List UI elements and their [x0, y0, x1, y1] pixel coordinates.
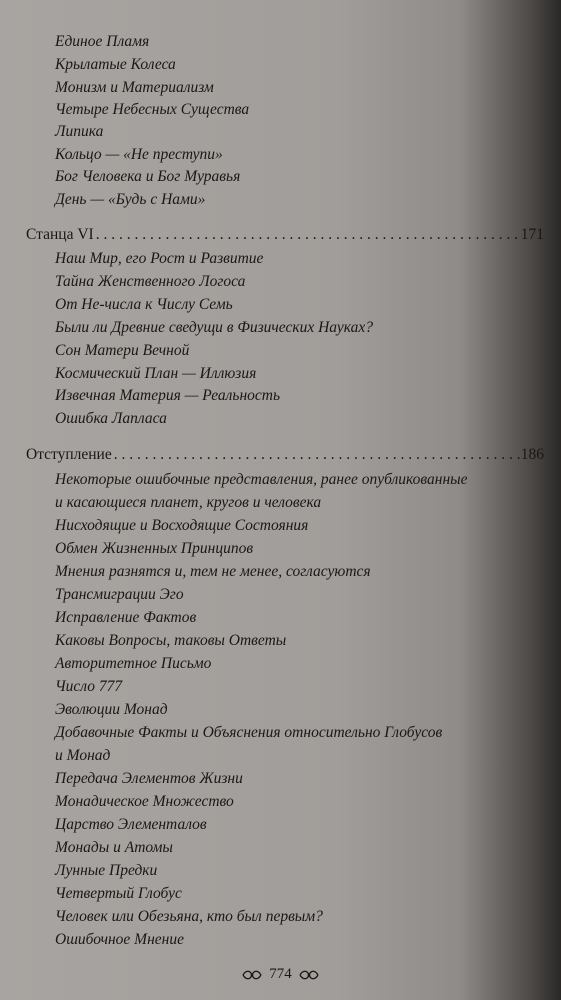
digression-page-number: 186: [520, 446, 544, 463]
toc-entry: Монизм и Материализм: [55, 79, 214, 96]
toc-entry: Каковы Вопросы, таковы Ответы: [55, 632, 287, 649]
leader-dots: [94, 225, 521, 245]
toc-entry: Четвертый Глобус: [55, 885, 182, 902]
toc-entry: День — «Будь с Нами»: [55, 191, 206, 208]
leader-dots: [112, 445, 521, 465]
toc-entry: Были ли Древние сведущи в Физических Науках?: [55, 319, 373, 336]
toc-entry: Исправление Фактов: [55, 609, 197, 626]
toc-entry: Ошибка Лапласа: [55, 410, 167, 427]
toc-heading-digression: [26, 445, 544, 465]
toc-entry: Некоторые ошибочные представления, ранее опубликованные: [55, 471, 468, 488]
toc-entry: Ошибочное Мнение: [55, 931, 184, 948]
toc-entry: и Монад: [55, 747, 111, 764]
stanza-page-number: 171: [520, 226, 544, 243]
toc-entry: Извечная Материя — Реальность: [55, 387, 281, 404]
toc-entry: Авторитетное Письмо: [55, 655, 212, 672]
right-ornament-icon: [298, 968, 320, 982]
toc-entry: Тайна Женственного Логоса: [55, 273, 246, 290]
toc-entry: Космический План — Иллюзия: [55, 365, 257, 382]
toc-entry: Монады и Атомы: [55, 839, 173, 856]
left-ornament-icon: [241, 968, 263, 982]
toc-heading-stanza-vi: [26, 225, 544, 245]
toc-entry: Трансмиграции Эго: [55, 586, 184, 603]
toc-entry: Монадическое Множество: [55, 793, 234, 810]
toc-entry: Бог Человека и Бог Муравья: [55, 168, 241, 185]
toc-entry: От Не-числа к Числу Семь: [55, 296, 233, 313]
toc-entry: Лунные Предки: [55, 862, 158, 879]
toc-entry: Нисходящие и Восходящие Состояния: [55, 517, 309, 534]
toc-entry: Эволюции Монад: [55, 701, 168, 718]
toc-entry: Сон Матери Вечной: [55, 342, 190, 359]
stanza-title: Станца VI: [26, 226, 94, 243]
page-number: 774: [269, 966, 292, 982]
toc-entry: Передача Элементов Жизни: [55, 770, 243, 787]
toc-entry: и касающиеся планет, кругов и человека: [55, 494, 322, 511]
toc-entry: Число 777: [55, 678, 123, 695]
page-footer: [0, 966, 561, 983]
toc-entry: Липика: [55, 123, 104, 140]
toc-entry: Человек или Обезьяна, кто был первым?: [55, 908, 323, 925]
toc-entry: Наш Мир, его Рост и Развитие: [55, 250, 264, 267]
digression-title: Отступление: [26, 446, 112, 463]
toc-entry: Крылатые Колеса: [55, 56, 176, 73]
toc-entry: Четыре Небесных Существа: [55, 101, 250, 118]
toc-entry: Кольцо — «Не преступи»: [55, 146, 223, 163]
toc-entry: Единое Пламя: [55, 33, 150, 50]
toc-entry: Царство Элементалов: [55, 816, 207, 833]
toc-entry: Мнения разнятся и, тем не менее, согласуются: [55, 563, 371, 580]
toc-entry: Обмен Жизненных Принципов: [55, 540, 254, 557]
toc-entry: Добавочные Факты и Объяснения относительно Глобусов: [55, 724, 443, 741]
